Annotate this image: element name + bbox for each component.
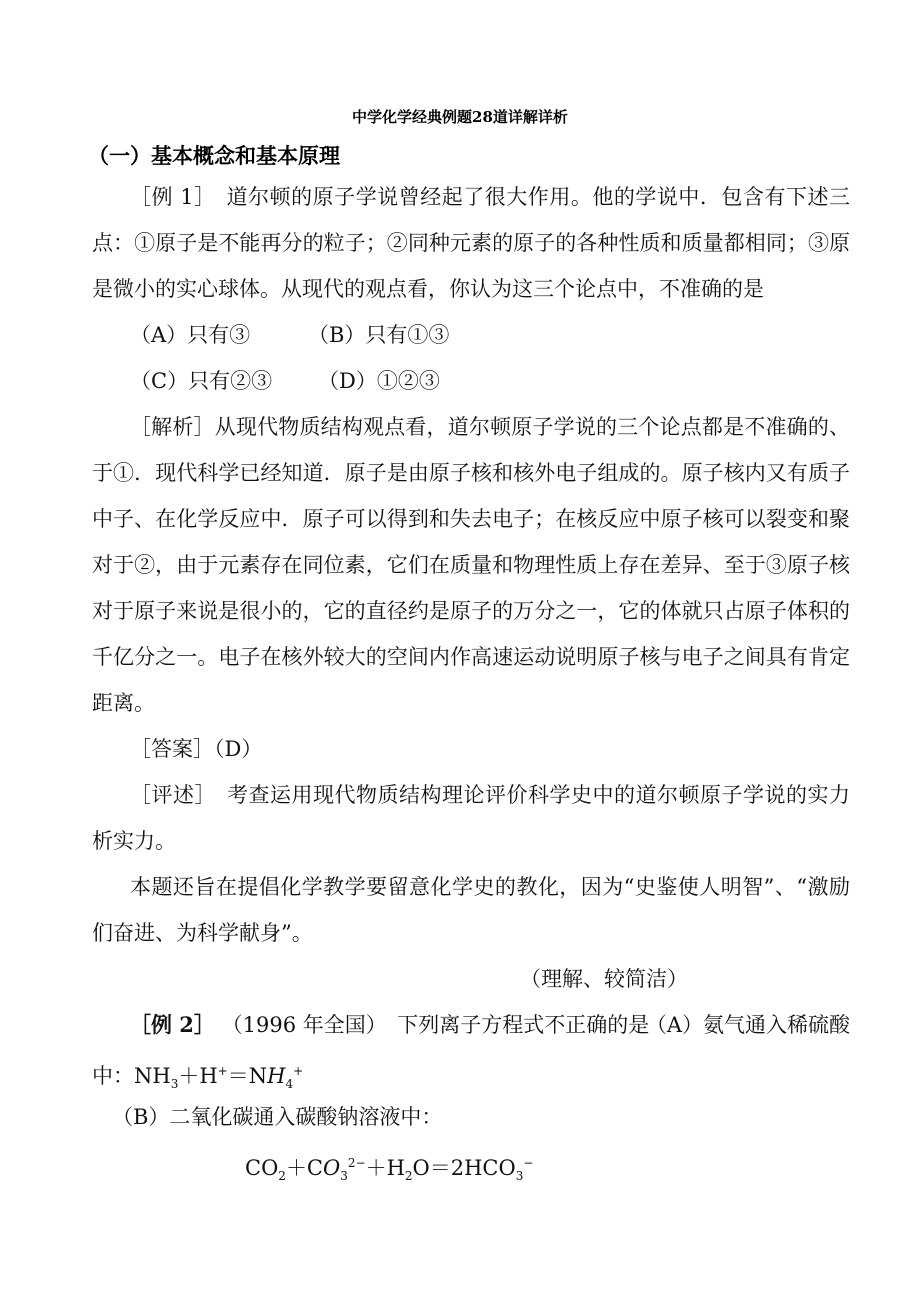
example2-label: ［例 2］ — [130, 1012, 215, 1037]
comment-line: ［评述］ 考查运用现代物质结构理论评价科学史中的道尔顿原子学说的实力 — [130, 783, 850, 807]
options-row — [92, 312, 850, 358]
eq-text: ＋C — [285, 1156, 324, 1180]
analysis-line: 对于原子来说是很小的，它的直径约是原子的万分之一，它的体就只占原子体积的 — [92, 599, 850, 623]
document-title: 中学化学经典例题28道详解详析 — [352, 108, 568, 126]
eq-sub: 3 — [340, 1169, 348, 1184]
comment-line: 析实力。 — [92, 829, 176, 853]
eq-text: NH — [134, 1064, 171, 1088]
eq-text: O＝2HCO — [412, 1156, 516, 1180]
eq-sub: 3 — [515, 1169, 524, 1184]
eq-text: CO — [245, 1156, 279, 1180]
option-a-cont: 中： — [92, 1064, 134, 1088]
analysis-line: 中子、在化学反应中．原子可以得到和失去电子；在核反应中原子核可以裂变和聚 — [92, 507, 850, 531]
example1-question-line: 是微小的实心球体。从现代的观点看，你认为这三个论点中，不准确的是 — [92, 277, 764, 301]
analysis-line: 对于②，由于元素存在同位素，它们在质量和物理性质上存在差异、至于③原子核 — [92, 553, 850, 577]
section-heading: （一）基本概念和基本原理 — [88, 144, 340, 168]
eq-sub: 2 — [404, 1169, 413, 1184]
note-line: 们奋进、为科学献身”。 — [92, 921, 313, 945]
answer-line: ［答案］（D） — [130, 737, 263, 761]
eq-sup: 2− — [347, 1156, 366, 1170]
options-row — [92, 358, 850, 404]
example2-option-b-equation — [92, 1140, 850, 1186]
eq-sup: − — [523, 1156, 534, 1170]
example2-question-line — [92, 1002, 850, 1048]
option-d: （D）①②③ — [318, 369, 440, 393]
eq-sup: + — [293, 1064, 304, 1078]
option-a: （A）只有③ — [130, 323, 251, 347]
document-body — [92, 174, 850, 1186]
eq-sub: 4 — [285, 1077, 294, 1092]
eq-text: ＝N — [227, 1064, 268, 1088]
example2-option-a-equation — [92, 1048, 850, 1094]
eq-sup: + — [217, 1064, 228, 1078]
eq-text: ＋H — [178, 1064, 218, 1088]
example1-question-line: 点：①原子是不能再分的粒子；②同种元素的原子的各种性质和质量都相同；③原 — [92, 231, 850, 255]
example2-source: （1996 年全国） 下列离子方程式不正确的是 — [221, 1013, 650, 1037]
eq-sub: 2 — [278, 1169, 286, 1184]
analysis-line: 距离。 — [92, 691, 155, 715]
eq-text: O — [323, 1156, 341, 1180]
example2-option-b: （B）二氧化碳通入碳酸钠溶液中： — [112, 1105, 443, 1129]
option-b: （B）只有①③ — [308, 323, 450, 347]
eq-text: ＋H — [365, 1156, 405, 1180]
eq-sub: 3 — [170, 1077, 179, 1092]
difficulty-label: （理解、较简洁） — [520, 967, 688, 991]
note-line: 本题还旨在提倡化学教学要留意化学史的教化，因为“史鉴使人明智”、“激励 — [130, 875, 850, 899]
option-c: （C）只有②③ — [130, 369, 273, 393]
example1-question-line: ［例 1］ 道尔顿的原子学说曾经起了很大作用。他的学说中．包含有下述三 — [130, 185, 850, 209]
eq-text: H — [267, 1064, 286, 1088]
example2-option-a-intro: （A）氨气通入稀硫酸 — [645, 1013, 850, 1037]
analysis-line: ［解析］从现代物质结构观点看，道尔顿原子学说的三个论点都是不准确的、 — [130, 415, 850, 439]
analysis-line: 千亿分之一。电子在核外较大的空间内作高速运动说明原子核与电子之间具有肯定 — [92, 645, 850, 669]
analysis-line: 于①．现代科学已经知道．原子是由原子核和核外电子组成的。原子核内又有质子 — [92, 461, 850, 485]
